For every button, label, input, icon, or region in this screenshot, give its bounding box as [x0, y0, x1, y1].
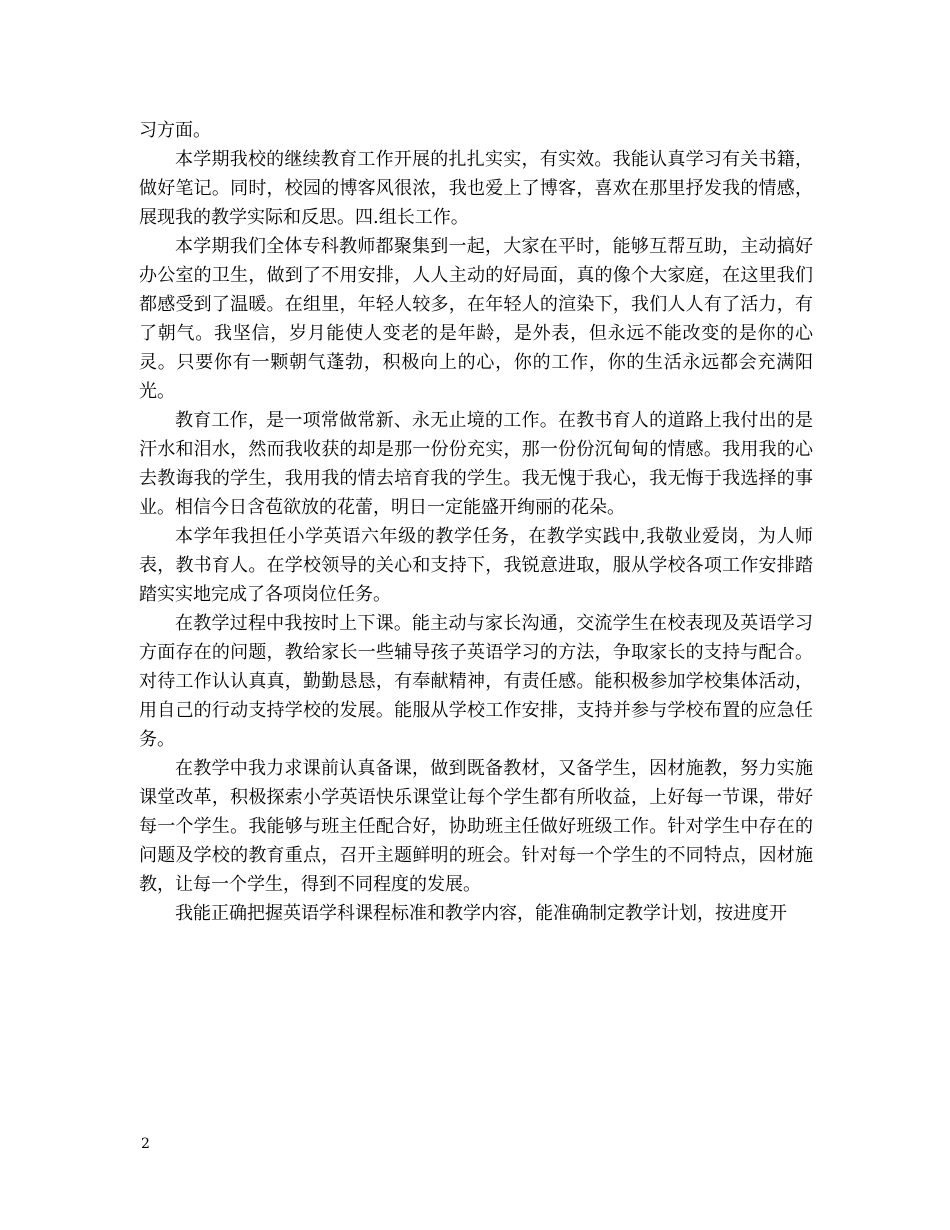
- paragraph-continuing-education: 本学期我校的继续教育工作开展的扎扎实实，有实效。我能认真学习有关书籍，做好笔记。同时，校园的博客风很浓，我也爱上了博客，喜欢在那里抒发我的情感，展现我的教学实际和反思。四.组长工作。: [139, 149, 813, 228]
- paragraph-parent-communication: 在教学过程中我按时上下课。能主动与家长沟通，交流学生在校表现及英语学习方面存在的问题，教给家长一些辅导孩子英语学习的方法，争取家长的支持与配合。对待工作认认真真，勤勤恳恳，有奉献精神，有责任感。能积极参加学校集体活动，用自己的行动支持学校的发展。能服从学校工作安排，支持并参与学校布置的应急任务。: [139, 613, 813, 750]
- paragraph-lesson-preparation: 在教学中我力求课前认真备课，做到既备教材，又备学生，因材施教，努力实施课堂改革，积极探索小学英语快乐课堂让每个学生都有所收益，上好每一节课，带好每一个学生。我能够与班主任配合好，协助班主任做好班级工作。针对学生中存在的问题及学校的教育重点，召开主题鲜明的班会。针对每一个学生的不同特点，因材施教，让每一个学生，得到不同程度的发展。: [139, 758, 813, 895]
- paragraph-curriculum: 我能正确把握英语学科课程标准和教学内容，能准确制定教学计划，按进度开: [175, 903, 787, 924]
- document-body: [139, 116, 813, 928]
- paragraph-continuation: 习方面。: [139, 120, 211, 141]
- paragraph-teaching-duty: 本学年我担任小学英语六年级的教学任务，在教学实践中,我敬业爱岗，为人师表，教书育人。在学校领导的关心和支持下，我锐意进取，服从学校各项工作安排踏踏实实地完成了各项岗位任务。: [139, 526, 813, 605]
- page-number: 2: [141, 1136, 150, 1152]
- paragraph-team-work: 本学期我们全体专科教师都聚集到一起，大家在平时，能够互帮互助，主动搞好办公室的卫生，做到了不用安排，人人主动的好局面，真的像个大家庭，在这里我们都感受到了温暖。在组里，年轻人较多，在年轻人的渲染下，我们人人有了活力，有了朝气。我坚信，岁月能使人变老的是年龄，是外表，但永远不能改变的是你的心灵。只要你有一颗朝气蓬勃，积极向上的心，你的工作，你的生活永远都会充满阳光。: [139, 236, 813, 402]
- paragraph-education-reflection: 教育工作，是一项常做常新、永无止境的工作。在教书育人的道路上我付出的是汗水和泪水，然而我收获的却是那一份份充实，那一份份沉甸甸的情感。我用我的心去教诲我的学生，我用我的情去培育我的学生。我无愧于我心，我无悔于我选择的事业。相信今日含苞欲放的花蕾，明日一定能盛开绚丽的花朵。: [139, 410, 813, 518]
